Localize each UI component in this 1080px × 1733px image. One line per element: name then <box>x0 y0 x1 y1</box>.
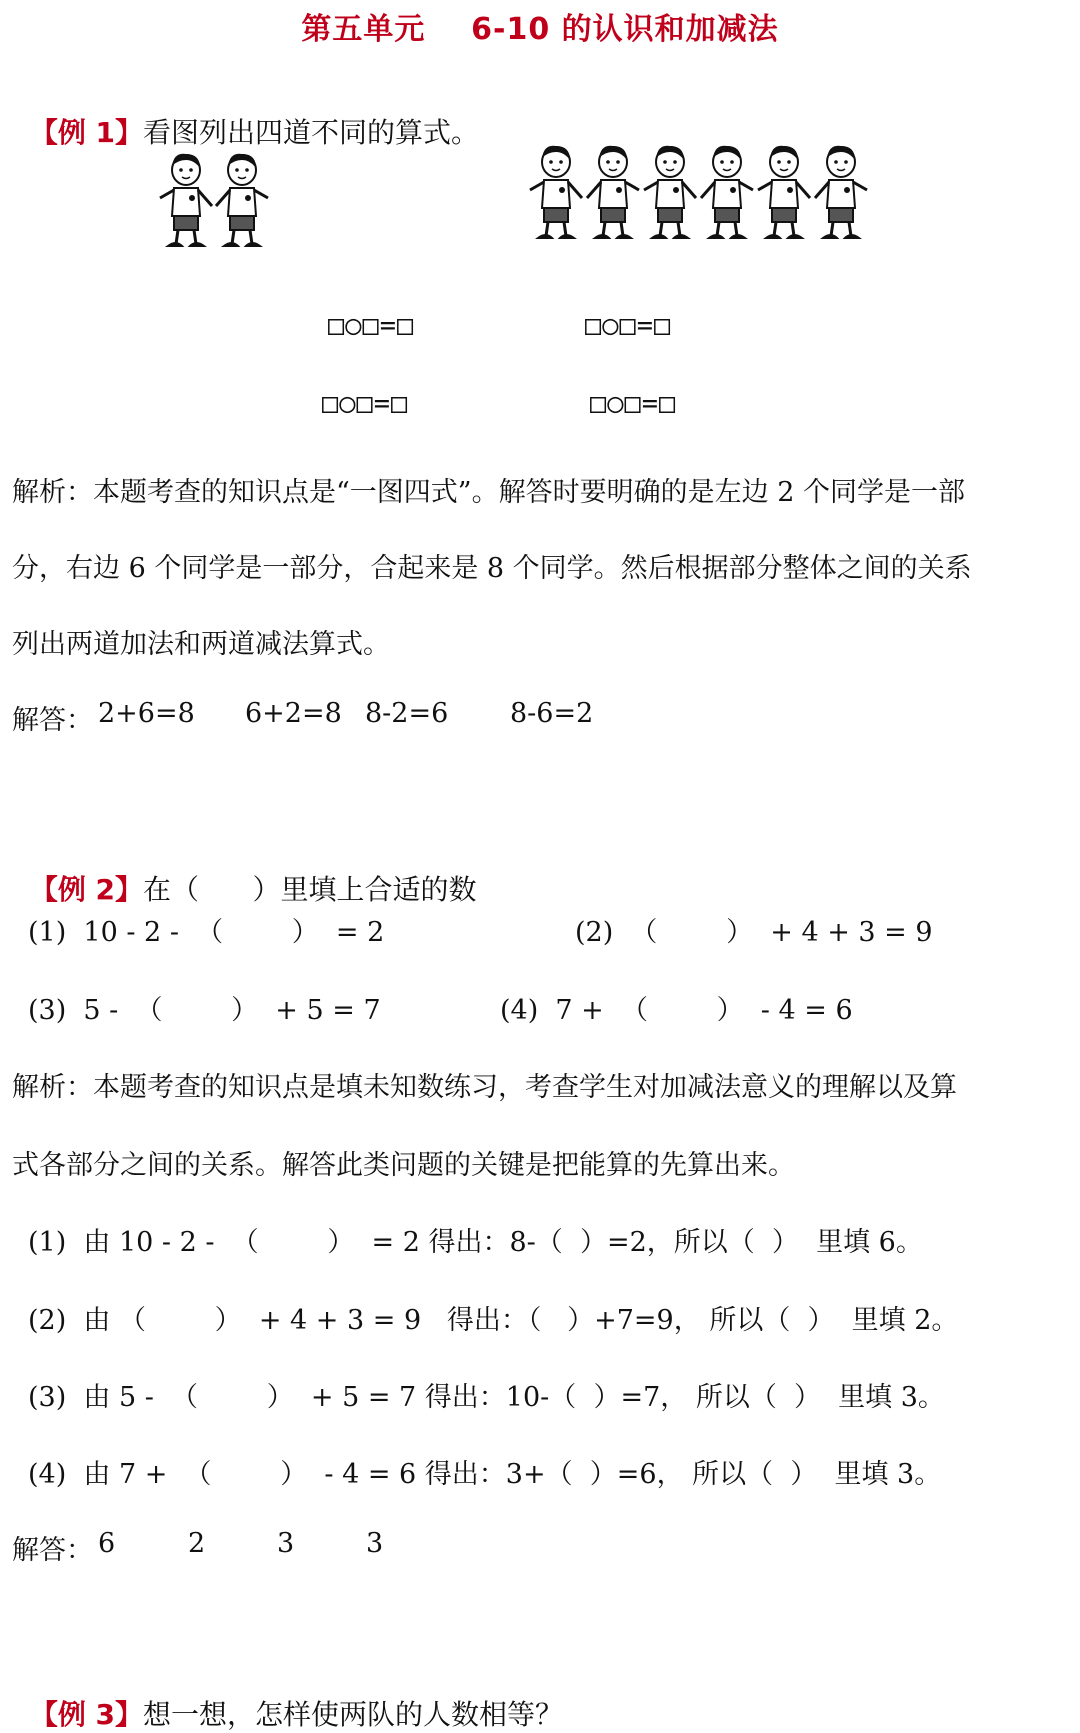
example-2-problem-1: (1) 10 - 2 - （ ） = 2 <box>28 917 385 948</box>
example-1-heading <box>12 78 479 151</box>
example-2-analysis-line-2: 式各部分之间的关系。解答此类问题的关键是把能算的先算出来。 <box>12 1150 795 1181</box>
blank-formula-1: □○□=□ <box>328 310 415 341</box>
example-1-answer-4: 8-6=2 <box>510 698 594 729</box>
example-2-analysis-line-1: 解析：本题考查的知识点是填未知数练习，考查学生对加减法意义的理解以及算 <box>12 1072 957 1103</box>
blank-formula-4: □○□=□ <box>590 388 677 419</box>
blank-formula-2: □○□=□ <box>585 310 672 341</box>
example-1-answer-1: 2+6=8 <box>98 698 195 729</box>
example-2-answer-label: 解答： <box>12 1535 93 1566</box>
example-1-analysis-line-2: 分，右边 6 个同学是一部分，合起来是 8 个同学。然后根据部分整体之间的关系 <box>12 553 972 584</box>
example-2-tag: 【例 2】 <box>29 873 144 906</box>
example-1-question: 看图列出四道不同的算式。 <box>143 116 480 149</box>
example-3-tag: 【例 3】 <box>29 1698 144 1731</box>
example-2-step-3: (3) 由 5 - （ ） + 5 = 7 得出：10-（ ）=7， 所以（ ） 里填 3。 <box>28 1382 945 1413</box>
child-figure <box>758 146 810 238</box>
example-2-answer-2: 2 <box>188 1528 206 1559</box>
example-2-answer-3: 3 <box>277 1528 295 1559</box>
example-2-problem-2: (2) （ ） + 4 + 3 = 9 <box>575 917 933 948</box>
example-1-answer-3: 8-2=6 <box>365 698 449 729</box>
child-figure <box>530 146 582 238</box>
example-1-answer-2: 6+2=8 <box>245 698 342 729</box>
unit-title: 第五单元 6-10 的认识和加减法 <box>301 12 779 47</box>
example-2-problem-3: (3) 5 - （ ） + 5 = 7 <box>28 995 381 1026</box>
example-2-problem-4: (4) 7 + （ ） - 4 = 6 <box>500 995 853 1026</box>
child-figure <box>644 146 696 238</box>
child-figure <box>216 154 268 246</box>
example-2-heading <box>12 835 476 908</box>
example-3-question: 想一想，怎样使两队的人数相等？ <box>143 1698 564 1731</box>
example-1-analysis-line-3: 列出两道加法和两道减法算式。 <box>12 629 390 660</box>
blank-formula-3: □○□=□ <box>322 388 409 419</box>
example-2-answer-4: 3 <box>366 1528 384 1559</box>
example-1-analysis-line-1: 解析：本题考查的知识点是“一图四式”。解答时要明确的是左边 2 个同学是一部 <box>12 477 965 508</box>
example-2-step-4: (4) 由 7 + （ ） - 4 = 6 得出：3+（ ）=6， 所以（ ） 里填 3。 <box>28 1459 942 1490</box>
example-2-step-2: (2) 由 （ ） + 4 + 3 = 9 得出：（ ）+7=9， 所以（ ） 里填 2。 <box>28 1305 959 1336</box>
child-figure <box>815 146 867 238</box>
example-2-step-1: (1) 由 10 - 2 - （ ） = 2 得出：8-（ ）=2，所以（ ） 里填 6。 <box>28 1227 923 1258</box>
example-1-answer-label: 解答： <box>12 705 93 736</box>
example-2-question: 在（ ）里填上合适的数 <box>143 873 477 906</box>
child-figure <box>160 154 212 246</box>
example-1-tag: 【例 1】 <box>29 116 144 149</box>
children-group-left-illustration <box>150 148 280 258</box>
child-figure <box>701 146 753 238</box>
child-figure <box>587 146 639 238</box>
example-3-heading <box>12 1660 563 1733</box>
children-group-right-illustration <box>520 140 880 258</box>
example-2-answer-1: 6 <box>98 1528 116 1559</box>
